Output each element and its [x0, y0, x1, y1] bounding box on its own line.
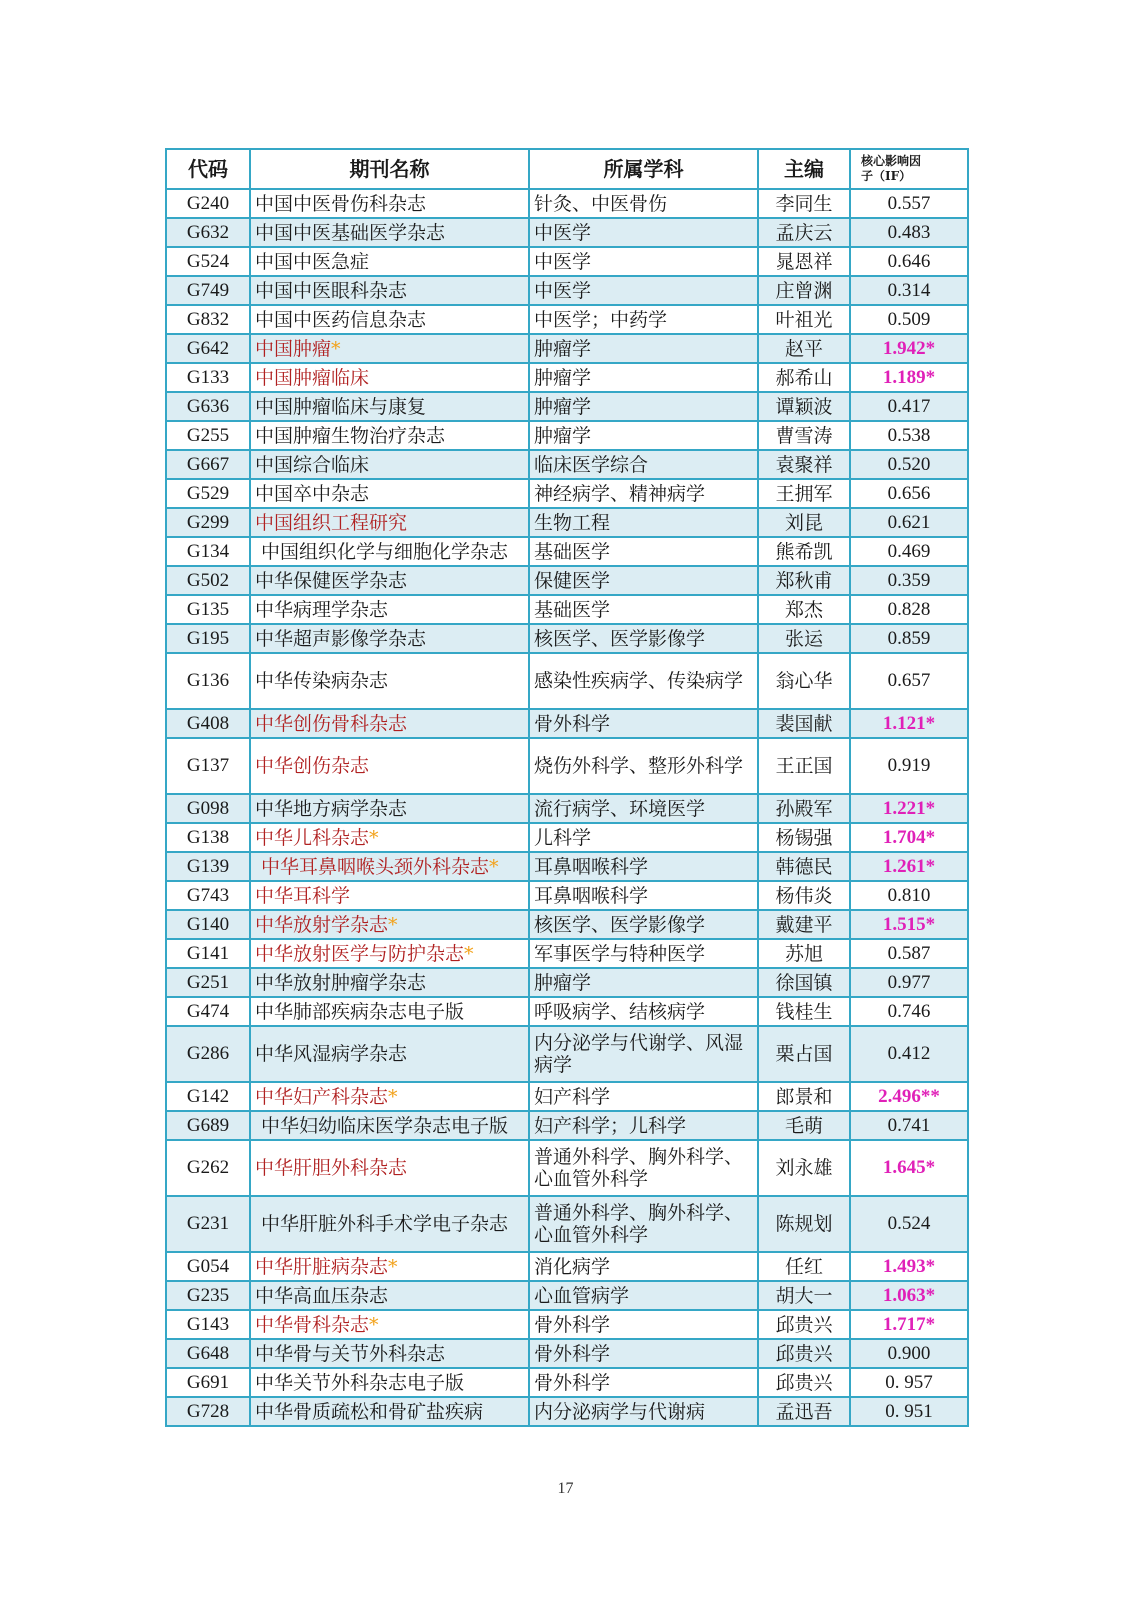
journal-name: 中华放射医学与防护杂志 — [255, 942, 465, 965]
impact-factor: 0.417 — [850, 392, 968, 421]
table-row — [166, 653, 968, 709]
journal-name-cell — [250, 276, 529, 305]
journal-name-cell — [250, 1082, 529, 1111]
journal-subject: 内分泌学与代谢学、风湿病学 — [529, 1026, 758, 1082]
journal-table — [165, 148, 969, 1427]
header-impact-factor: 核心影响因 子（IF） — [850, 149, 968, 189]
journal-code: G235 — [166, 1281, 250, 1310]
impact-factor: 1.121* — [850, 709, 968, 738]
journal-name: 中华骨科杂志 — [255, 1313, 370, 1336]
journal-editor: 刘永雄 — [758, 1140, 850, 1196]
journal-code: G648 — [166, 1339, 250, 1368]
journal-editor: 王正国 — [758, 738, 850, 794]
journal-subject: 中医学 — [529, 247, 758, 276]
journal-subject: 中医学 — [529, 218, 758, 247]
journal-editor: 徐国镇 — [758, 968, 850, 997]
table-row — [166, 479, 968, 508]
journal-name-cell — [250, 392, 529, 421]
table-row — [166, 1368, 968, 1397]
journal-code: G524 — [166, 247, 250, 276]
journal-editor: 孟迅吾 — [758, 1397, 850, 1426]
journal-code: G636 — [166, 392, 250, 421]
journal-name: 中华耳鼻咽喉头颈外科杂志 — [261, 855, 490, 878]
journal-subject: 骨外科学 — [529, 1368, 758, 1397]
table-row — [166, 624, 968, 653]
journal-code: G231 — [166, 1196, 250, 1252]
impact-factor: 0.741 — [850, 1111, 968, 1140]
journal-code: G195 — [166, 624, 250, 653]
journal-name-cell — [250, 823, 529, 852]
journal-name-cell — [250, 653, 529, 709]
journal-name-cell — [250, 1026, 529, 1082]
journal-subject: 内分泌病学与代谢病 — [529, 1397, 758, 1426]
table-row — [166, 276, 968, 305]
impact-factor: 0.509 — [850, 305, 968, 334]
journal-name-cell — [250, 881, 529, 910]
journal-name-cell — [250, 624, 529, 653]
table-row — [166, 997, 968, 1026]
table-row — [166, 1111, 968, 1140]
journal-name: 中华肝脏病杂志 — [255, 1255, 389, 1278]
impact-factor: 0.520 — [850, 450, 968, 479]
core-journal-star: * — [388, 1085, 398, 1108]
journal-code: G529 — [166, 479, 250, 508]
journal-subject: 耳鼻咽喉科学 — [529, 852, 758, 881]
journal-name-cell — [250, 1111, 529, 1140]
journal-code: G240 — [166, 189, 250, 218]
journal-subject: 烧伤外科学、整形外科学 — [529, 738, 758, 794]
table-row — [166, 852, 968, 881]
table-row — [166, 1397, 968, 1426]
journal-subject: 普通外科学、胸外科学、心血管外科学 — [529, 1140, 758, 1196]
journal-code: G632 — [166, 218, 250, 247]
journal-editor: 郑杰 — [758, 595, 850, 624]
table-row — [166, 508, 968, 537]
table-row — [166, 1082, 968, 1111]
table-row — [166, 1196, 968, 1252]
journal-name: 中国中医药信息杂志 — [255, 308, 427, 331]
impact-factor: 0.621 — [850, 508, 968, 537]
journal-code: G054 — [166, 1252, 250, 1281]
impact-factor: 0.469 — [850, 537, 968, 566]
core-journal-star: * — [388, 1255, 398, 1278]
impact-factor: 1.704* — [850, 823, 968, 852]
journal-name-cell — [250, 910, 529, 939]
journal-name-cell — [250, 305, 529, 334]
journal-subject: 针灸、中医骨伤 — [529, 189, 758, 218]
impact-factor: 0.859 — [850, 624, 968, 653]
journal-editor: 叶祖光 — [758, 305, 850, 334]
journal-code: G667 — [166, 450, 250, 479]
journal-subject: 耳鼻咽喉科学 — [529, 881, 758, 910]
journal-editor: 苏旭 — [758, 939, 850, 968]
impact-factor: 0. 957 — [850, 1368, 968, 1397]
journal-name-cell — [250, 1339, 529, 1368]
journal-editor: 王拥军 — [758, 479, 850, 508]
journal-name: 中华肺部疾病杂志电子版 — [255, 1000, 465, 1023]
journal-code: G136 — [166, 653, 250, 709]
journal-name: 中华骨质疏松和骨矿盐疾病 — [255, 1400, 484, 1423]
journal-code: G140 — [166, 910, 250, 939]
journal-name: 中华病理学杂志 — [255, 598, 389, 621]
journal-code: G286 — [166, 1026, 250, 1082]
journal-subject: 临床医学综合 — [529, 450, 758, 479]
impact-factor: 1.063* — [850, 1281, 968, 1310]
journal-name: 中华耳科学 — [255, 884, 351, 907]
journal-subject: 肿瘤学 — [529, 421, 758, 450]
journal-subject: 军事医学与特种医学 — [529, 939, 758, 968]
journal-name-cell — [250, 852, 529, 881]
journal-editor: 韩德民 — [758, 852, 850, 881]
journal-name-cell — [250, 1140, 529, 1196]
table-row — [166, 910, 968, 939]
journal-name-cell — [250, 537, 529, 566]
table-row — [166, 881, 968, 910]
journal-name: 中华创伤骨科杂志 — [255, 712, 408, 735]
impact-factor: 1.515* — [850, 910, 968, 939]
journal-name: 中华放射学杂志 — [255, 913, 389, 936]
journal-name-cell — [250, 189, 529, 218]
journal-subject: 中医学 — [529, 276, 758, 305]
journal-editor: 邱贵兴 — [758, 1368, 850, 1397]
impact-factor: 0.656 — [850, 479, 968, 508]
table-body — [166, 189, 968, 1426]
table-row — [166, 537, 968, 566]
journal-editor: 孙殿军 — [758, 794, 850, 823]
journal-subject: 肿瘤学 — [529, 968, 758, 997]
table-row — [166, 363, 968, 392]
journal-editor: 胡大一 — [758, 1281, 850, 1310]
journal-editor: 孟庆云 — [758, 218, 850, 247]
journal-name: 中华妇产科杂志 — [255, 1085, 389, 1108]
impact-factor: 0.483 — [850, 218, 968, 247]
journal-code: G137 — [166, 738, 250, 794]
journal-subject: 核医学、医学影像学 — [529, 910, 758, 939]
journal-code: G749 — [166, 276, 250, 305]
journal-editor: 刘昆 — [758, 508, 850, 537]
journal-subject: 妇产科学；儿科学 — [529, 1111, 758, 1140]
journal-editor: 熊希凯 — [758, 537, 850, 566]
journal-name: 中华骨与关节外科杂志 — [255, 1342, 446, 1365]
journal-name-cell — [250, 1196, 529, 1252]
core-journal-star: * — [464, 942, 474, 965]
journal-name: 中国中医骨伤科杂志 — [255, 192, 427, 215]
journal-subject: 儿科学 — [529, 823, 758, 852]
impact-factor: 0. 951 — [850, 1397, 968, 1426]
journal-editor: 曹雪涛 — [758, 421, 850, 450]
journal-name: 中国组织化学与细胞化学杂志 — [261, 540, 509, 563]
impact-factor: 0.359 — [850, 566, 968, 595]
journal-editor: 谭颖波 — [758, 392, 850, 421]
impact-factor: 0.314 — [850, 276, 968, 305]
impact-factor: 0.977 — [850, 968, 968, 997]
impact-factor: 0.746 — [850, 997, 968, 1026]
journal-subject: 保健医学 — [529, 566, 758, 595]
header-code: 代码 — [166, 149, 250, 189]
journal-name: 中华儿科杂志 — [255, 826, 370, 849]
journal-name: 中华风湿病学杂志 — [255, 1043, 408, 1065]
journal-subject: 神经病学、精神病学 — [529, 479, 758, 508]
journal-editor: 任红 — [758, 1252, 850, 1281]
table-row — [166, 595, 968, 624]
journal-name: 中华妇幼临床医学杂志电子版 — [261, 1114, 509, 1137]
journal-name-cell — [250, 1281, 529, 1310]
impact-factor: 1.645* — [850, 1140, 968, 1196]
journal-code: G408 — [166, 709, 250, 738]
journal-name: 中国综合临床 — [255, 453, 370, 476]
table-row — [166, 1339, 968, 1368]
table-row — [166, 1140, 968, 1196]
core-journal-star: * — [489, 855, 499, 878]
impact-factor: 0.538 — [850, 421, 968, 450]
table-row — [166, 823, 968, 852]
table-row — [166, 189, 968, 218]
journal-editor: 钱桂生 — [758, 997, 850, 1026]
journal-code: G691 — [166, 1368, 250, 1397]
journal-name: 中国肿瘤临床 — [255, 366, 370, 389]
header-subject: 所属学科 — [529, 149, 758, 189]
impact-factor: 1.942* — [850, 334, 968, 363]
journal-code: G832 — [166, 305, 250, 334]
journal-name-cell — [250, 595, 529, 624]
table-row — [166, 450, 968, 479]
journal-subject: 普通外科学、胸外科学、心血管外科学 — [529, 1196, 758, 1252]
journal-code: G142 — [166, 1082, 250, 1111]
journal-editor: 郎景和 — [758, 1082, 850, 1111]
impact-factor: 0.657 — [850, 653, 968, 709]
journal-subject: 骨外科学 — [529, 1339, 758, 1368]
impact-factor: 0.557 — [850, 189, 968, 218]
impact-factor: 1.493* — [850, 1252, 968, 1281]
impact-factor: 1.189* — [850, 363, 968, 392]
core-journal-star: * — [369, 1313, 379, 1336]
journal-name-cell — [250, 709, 529, 738]
journal-editor: 戴建平 — [758, 910, 850, 939]
impact-factor: 0.587 — [850, 939, 968, 968]
journal-name-cell — [250, 1252, 529, 1281]
header-name: 期刊名称 — [250, 149, 529, 189]
journal-subject: 感染性疾病学、传染病学 — [529, 653, 758, 709]
journal-editor: 栗占国 — [758, 1026, 850, 1082]
impact-factor: 0.919 — [850, 738, 968, 794]
journal-name-cell — [250, 968, 529, 997]
table-row — [166, 1252, 968, 1281]
journal-editor: 赵平 — [758, 334, 850, 363]
journal-editor: 郝希山 — [758, 363, 850, 392]
journal-name: 中华创伤杂志 — [255, 755, 370, 777]
journal-editor: 邱贵兴 — [758, 1339, 850, 1368]
journal-editor: 袁聚祥 — [758, 450, 850, 479]
journal-name-cell — [250, 508, 529, 537]
journal-subject: 心血管病学 — [529, 1281, 758, 1310]
impact-factor: 1.717* — [850, 1310, 968, 1339]
journal-name: 中国肿瘤生物治疗杂志 — [255, 424, 446, 447]
journal-code: G251 — [166, 968, 250, 997]
core-journal-star: * — [388, 913, 398, 936]
journal-name: 中国中医眼科杂志 — [255, 279, 408, 302]
impact-factor: 0.828 — [850, 595, 968, 624]
table-row — [166, 1026, 968, 1082]
journal-editor: 翁心华 — [758, 653, 850, 709]
table-row — [166, 939, 968, 968]
impact-factor: 0.412 — [850, 1026, 968, 1082]
table-row — [166, 1310, 968, 1339]
journal-subject: 肿瘤学 — [529, 363, 758, 392]
table-row — [166, 247, 968, 276]
journal-editor: 郑秋甫 — [758, 566, 850, 595]
journal-name-cell — [250, 450, 529, 479]
journal-name-cell — [250, 997, 529, 1026]
table-header-row — [166, 149, 968, 189]
journal-code: G143 — [166, 1310, 250, 1339]
journal-code: G135 — [166, 595, 250, 624]
journal-editor: 陈规划 — [758, 1196, 850, 1252]
journal-code: G141 — [166, 939, 250, 968]
journal-code: G255 — [166, 421, 250, 450]
table-row — [166, 566, 968, 595]
journal-subject: 骨外科学 — [529, 1310, 758, 1339]
journal-name: 中华肝胆外科杂志 — [255, 1157, 408, 1179]
table-row — [166, 709, 968, 738]
table-row — [166, 334, 968, 363]
journal-name: 中华地方病学杂志 — [255, 797, 408, 820]
journal-subject: 妇产科学 — [529, 1082, 758, 1111]
journal-name: 中华传染病杂志 — [255, 670, 389, 692]
journal-name-cell — [250, 334, 529, 363]
journal-subject: 消化病学 — [529, 1252, 758, 1281]
journal-code: G299 — [166, 508, 250, 537]
journal-name: 中国中医急症 — [255, 250, 370, 273]
journal-code: G133 — [166, 363, 250, 392]
journal-name-cell — [250, 738, 529, 794]
impact-factor: 0.900 — [850, 1339, 968, 1368]
journal-name: 中华肝脏外科手术学电子杂志 — [261, 1213, 509, 1235]
journal-subject: 呼吸病学、结核病学 — [529, 997, 758, 1026]
journal-name-cell — [250, 218, 529, 247]
journal-name-cell — [250, 1310, 529, 1339]
journal-code: G138 — [166, 823, 250, 852]
journal-name-cell — [250, 363, 529, 392]
journal-editor: 庄曾渊 — [758, 276, 850, 305]
journal-code: G262 — [166, 1140, 250, 1196]
journal-code: G134 — [166, 537, 250, 566]
journal-subject: 基础医学 — [529, 595, 758, 624]
journal-name-cell — [250, 479, 529, 508]
table-row — [166, 738, 968, 794]
journal-subject: 核医学、医学影像学 — [529, 624, 758, 653]
journal-name-cell — [250, 1368, 529, 1397]
journal-code: G743 — [166, 881, 250, 910]
journal-name: 中国组织工程研究 — [255, 511, 408, 534]
table-row — [166, 794, 968, 823]
table-row — [166, 1281, 968, 1310]
journal-editor: 杨伟炎 — [758, 881, 850, 910]
journal-name: 中华高血压杂志 — [255, 1284, 389, 1307]
table-row — [166, 392, 968, 421]
journal-editor: 李同生 — [758, 189, 850, 218]
journal-name-cell — [250, 939, 529, 968]
journal-code: G689 — [166, 1111, 250, 1140]
journal-editor: 毛萌 — [758, 1111, 850, 1140]
impact-factor: 0.646 — [850, 247, 968, 276]
journal-name-cell — [250, 421, 529, 450]
table-row — [166, 421, 968, 450]
table-row — [166, 968, 968, 997]
core-journal-star: * — [331, 337, 341, 360]
journal-editor: 杨锡强 — [758, 823, 850, 852]
journal-name: 中国肿瘤临床与康复 — [255, 395, 427, 418]
journal-code: G502 — [166, 566, 250, 595]
journal-name: 中华保健医学杂志 — [255, 569, 408, 592]
journal-code: G474 — [166, 997, 250, 1026]
core-journal-star: * — [369, 826, 379, 849]
journal-subject: 生物工程 — [529, 508, 758, 537]
journal-name: 中华放射肿瘤学杂志 — [255, 971, 427, 994]
journal-name: 中国中医基础医学杂志 — [255, 221, 446, 244]
journal-subject: 肿瘤学 — [529, 334, 758, 363]
journal-subject: 流行病学、环境医学 — [529, 794, 758, 823]
journal-name: 中华关节外科杂志电子版 — [255, 1371, 465, 1394]
journal-code: G728 — [166, 1397, 250, 1426]
journal-subject: 基础医学 — [529, 537, 758, 566]
journal-subject: 中医学；中药学 — [529, 305, 758, 334]
journal-code: G642 — [166, 334, 250, 363]
header-editor: 主编 — [758, 149, 850, 189]
impact-factor: 2.496** — [850, 1082, 968, 1111]
journal-name-cell — [250, 794, 529, 823]
impact-factor: 1.221* — [850, 794, 968, 823]
journal-name: 中国肿瘤 — [255, 337, 332, 360]
journal-editor: 裴国献 — [758, 709, 850, 738]
journal-subject: 骨外科学 — [529, 709, 758, 738]
page-number: 17 — [557, 1480, 574, 1497]
journal-name-cell — [250, 566, 529, 595]
impact-factor: 0.810 — [850, 881, 968, 910]
journal-name: 中国卒中杂志 — [255, 482, 370, 505]
table-row — [166, 305, 968, 334]
journal-editor: 晁恩祥 — [758, 247, 850, 276]
journal-name-cell — [250, 1397, 529, 1426]
journal-subject: 肿瘤学 — [529, 392, 758, 421]
journal-code: G139 — [166, 852, 250, 881]
journal-name: 中华超声影像学杂志 — [255, 627, 427, 650]
journal-editor: 张运 — [758, 624, 850, 653]
journal-code: G098 — [166, 794, 250, 823]
impact-factor: 0.524 — [850, 1196, 968, 1252]
journal-editor: 邱贵兴 — [758, 1310, 850, 1339]
table-row — [166, 218, 968, 247]
journal-name-cell — [250, 247, 529, 276]
impact-factor: 1.261* — [850, 852, 968, 881]
